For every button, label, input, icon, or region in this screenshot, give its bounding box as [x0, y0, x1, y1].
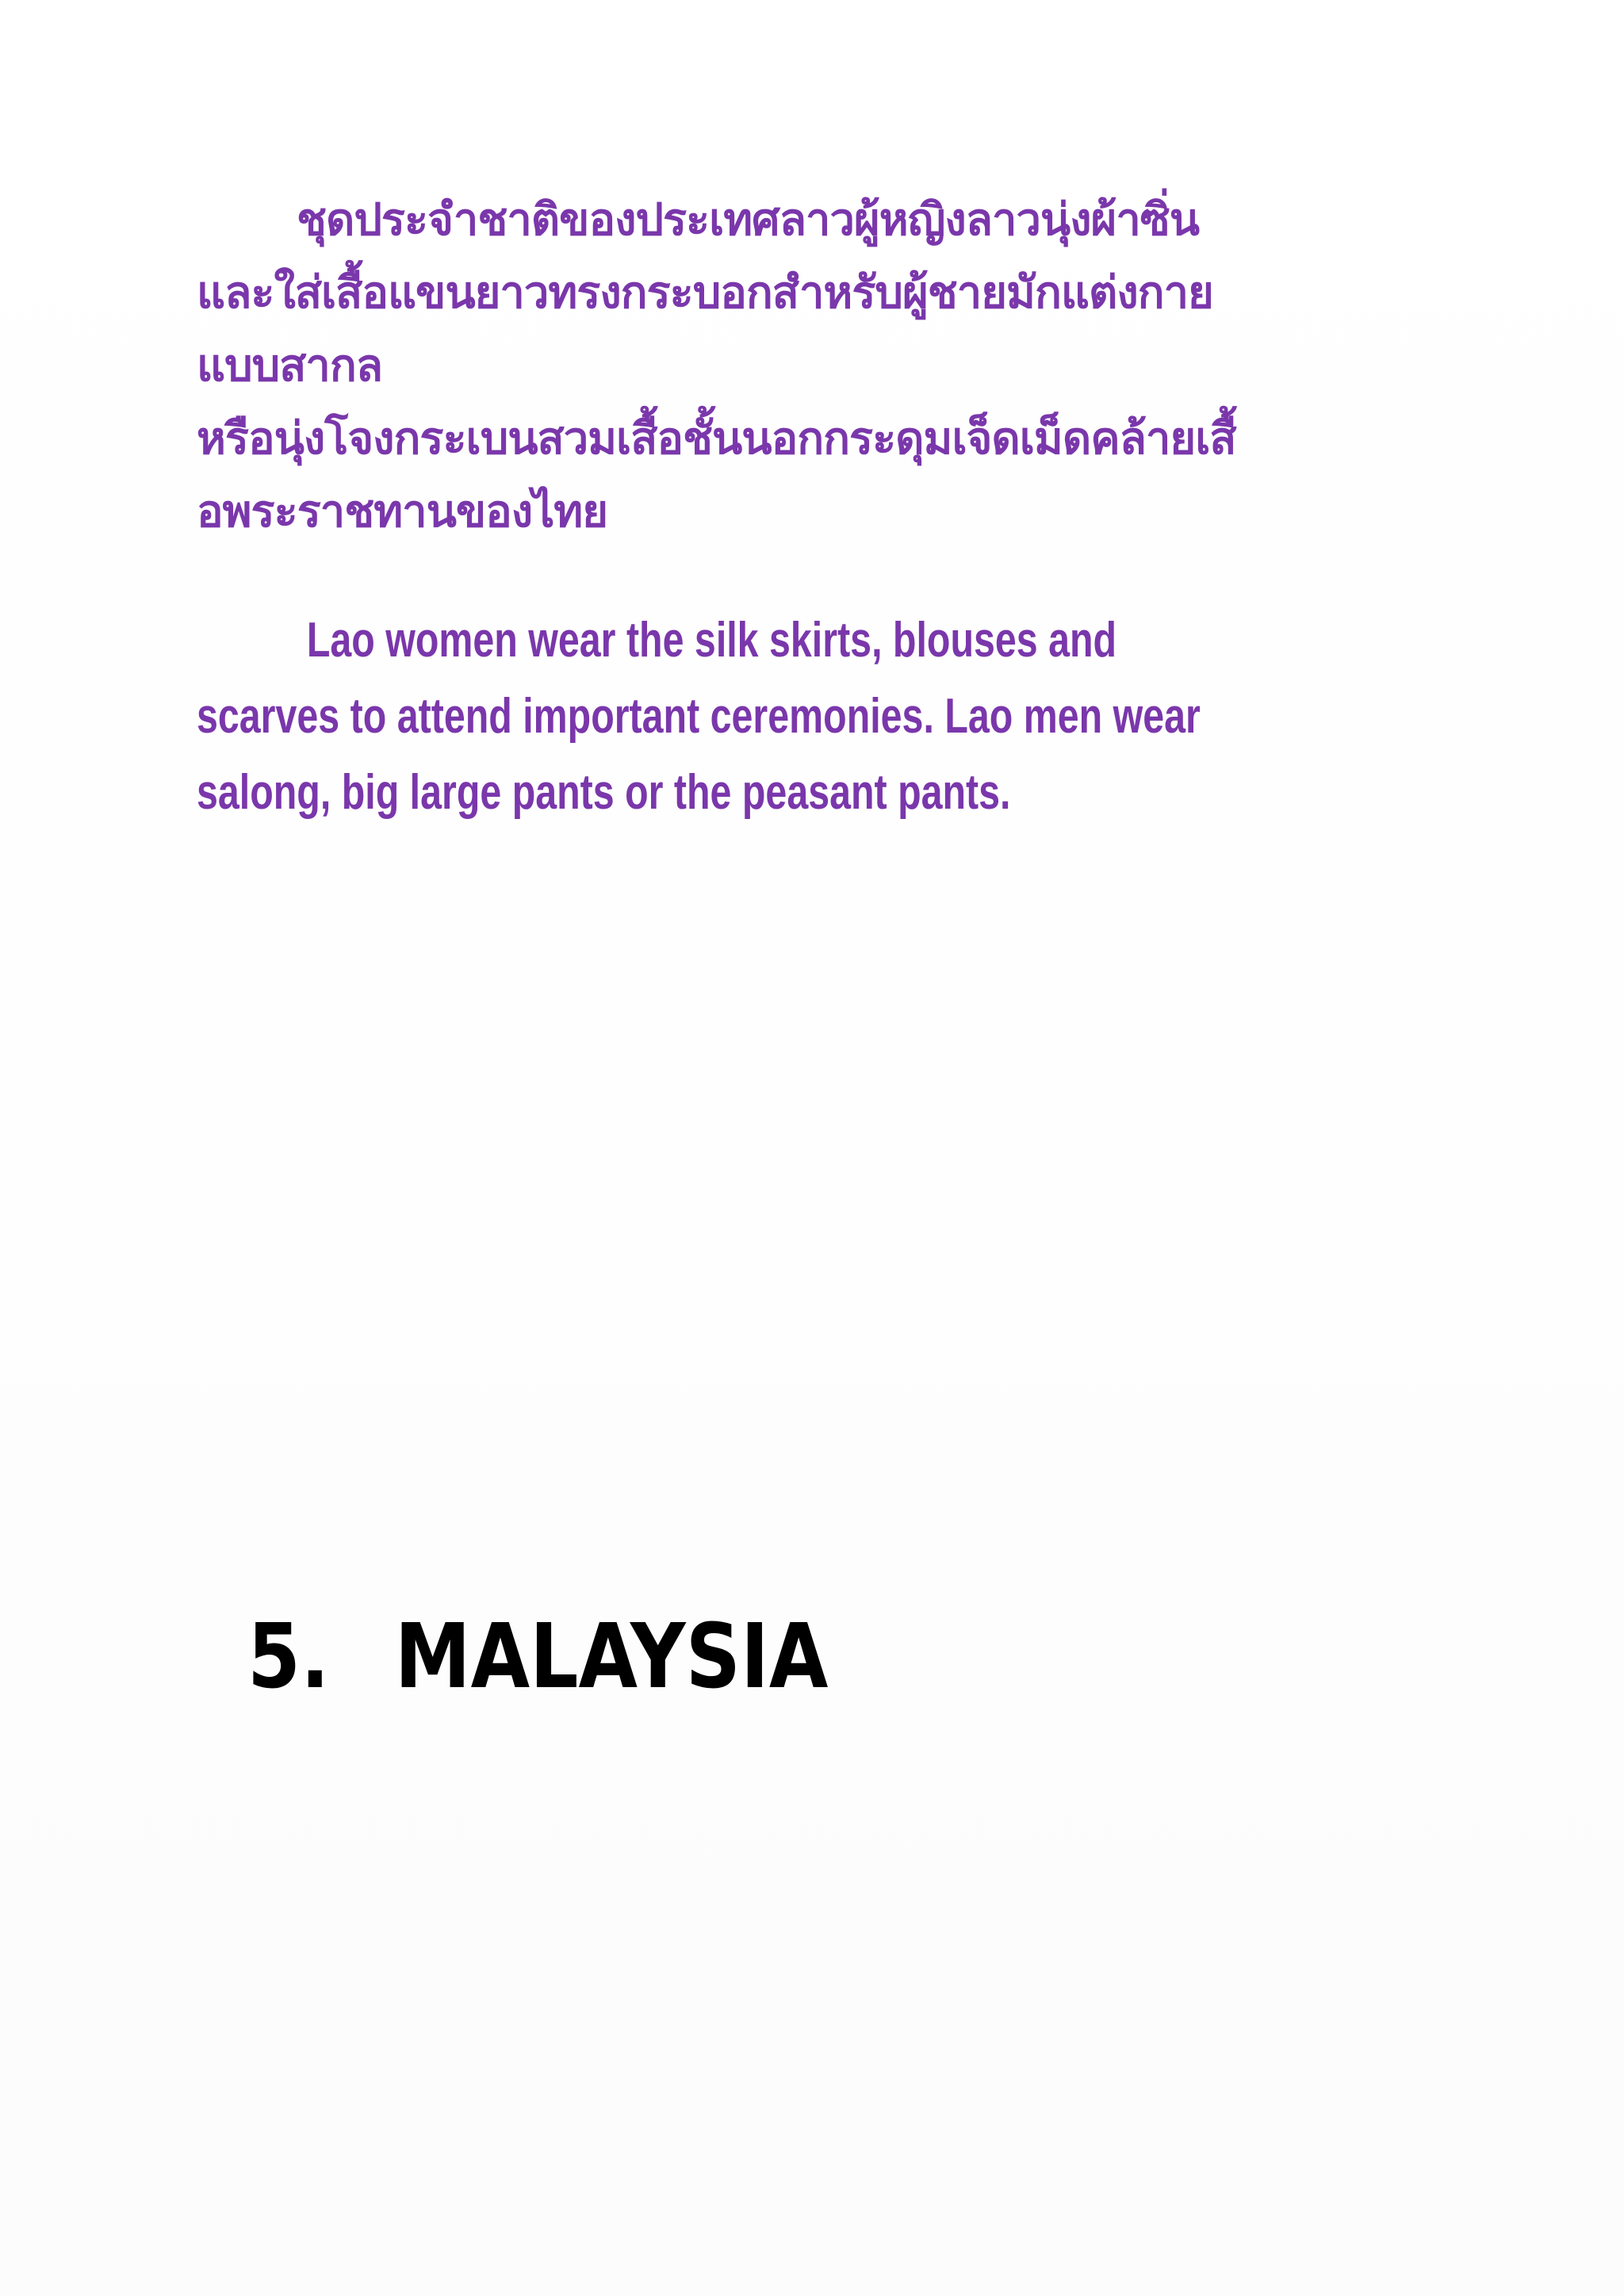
thai-paragraph: [197, 184, 1450, 549]
thai-line-2: และใส่เสื้อแขนยาวทรงกระบอกสำหรับผู้ชายมักแต่งกาย: [197, 267, 1213, 319]
section-title: MALAYSIA: [394, 1605, 829, 1709]
thai-line-1: ชุดประจำชาติของประเทศลาวผู้หญิงลาวนุ่งผ้าซิ่น: [297, 194, 1200, 246]
thai-line-5: อพระราชทานของไทย: [197, 486, 608, 538]
english-line-1: Lao women wear the silk skirts, blouses and: [306, 613, 1117, 668]
english-paragraph: [197, 603, 1201, 831]
section-number: 5.: [247, 1605, 330, 1709]
thai-line-4: หรือนุ่งโจงกระเบนสวมเสื้อชั้นนอกกระดุมเจ็ดเม็ดคล้ายเสื้: [197, 413, 1236, 465]
section-heading: [247, 1601, 828, 1712]
thai-line-3: แบบสากล: [197, 340, 383, 392]
english-line-3: salong, big large pants or the peasant pants.: [197, 765, 1011, 820]
english-line-2: scarves to attend important ceremonies. Lao men wear: [197, 689, 1201, 744]
